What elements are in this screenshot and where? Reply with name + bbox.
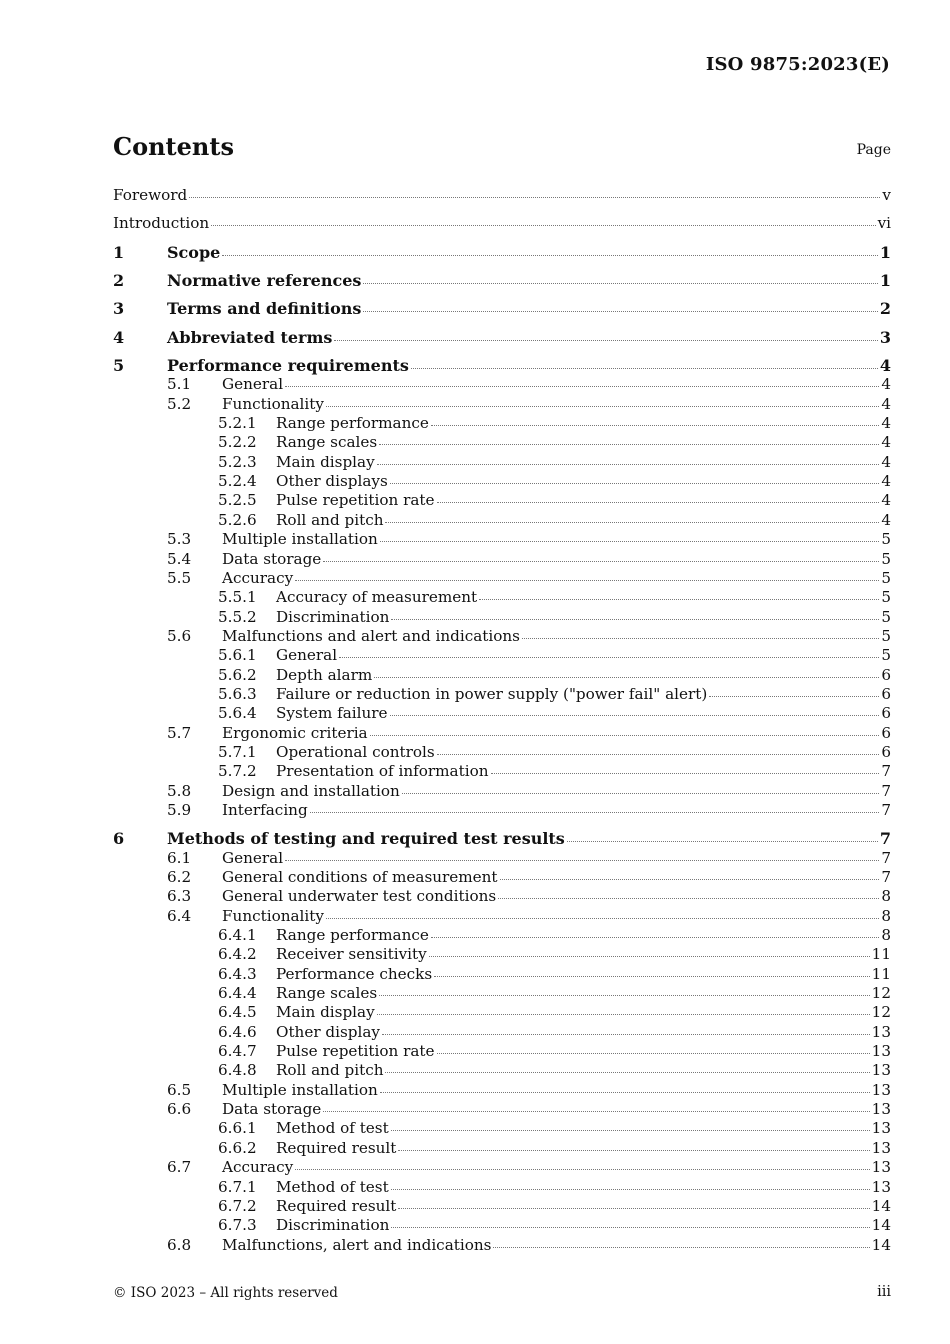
toc-entry-number: 5.5.1 <box>218 588 257 607</box>
toc-entry-title: Malfunctions and alert and indications <box>222 626 520 645</box>
toc-entry-title: Method of test <box>276 1177 389 1196</box>
dot-leader <box>334 340 877 341</box>
toc-entry[interactable] <box>113 868 891 887</box>
dot-leader <box>431 425 879 426</box>
toc-entry-title: Performance checks <box>276 964 433 983</box>
document-id: ISO 9875:2023(E) <box>705 54 890 75</box>
toc-entry-title: Pulse repetition rate <box>276 1042 435 1061</box>
toc-entry-title: Functionality <box>222 906 324 925</box>
toc-entry[interactable] <box>113 328 891 347</box>
toc-entry-page: 13 <box>871 1061 891 1080</box>
dot-leader <box>522 638 879 639</box>
toc-entry-number: 5.7.1 <box>218 742 257 761</box>
toc-entry[interactable] <box>113 1236 891 1255</box>
dot-leader <box>382 1034 870 1035</box>
toc-entry[interactable] <box>113 1216 891 1235</box>
toc-entry-page: 5 <box>881 568 891 587</box>
toc-entry-page: 4 <box>881 414 891 433</box>
toc-entry-number: 5.2.2 <box>218 433 257 452</box>
toc-entry-page: 14 <box>871 1235 891 1254</box>
toc-entry-title: Other displays <box>276 472 388 491</box>
toc-entry[interactable] <box>113 1100 891 1119</box>
toc-entry-number: 5.8 <box>167 781 192 800</box>
toc-entry[interactable] <box>113 1042 891 1061</box>
toc-entry-page: 11 <box>871 964 891 983</box>
toc-entry-number: 5.9 <box>167 800 192 819</box>
toc-entry-title: Methods of testing and required test results <box>167 829 565 849</box>
toc-entry[interactable] <box>113 511 891 530</box>
dot-leader <box>390 483 880 484</box>
toc-entry[interactable] <box>113 801 891 820</box>
toc-entry-number: 5.6.1 <box>218 646 257 665</box>
toc-entry-number: 6.7.2 <box>218 1196 257 1215</box>
toc-entry[interactable] <box>113 945 891 964</box>
toc-entry-page: 13 <box>871 1119 891 1138</box>
toc-entry-number: 6.6 <box>167 1100 192 1119</box>
toc-entry-page: 4 <box>881 491 891 510</box>
toc-entry-number: 6.4.2 <box>218 945 257 964</box>
dot-leader <box>374 677 879 678</box>
dot-leader <box>363 311 877 312</box>
toc-entry-title: Multiple installation <box>222 1080 378 1099</box>
toc-entry[interactable] <box>113 356 891 375</box>
toc-entry-title: Discrimination <box>276 607 390 626</box>
dot-leader <box>211 225 875 226</box>
toc-entry-page: 11 <box>871 945 891 964</box>
toc-entry[interactable] <box>113 849 891 868</box>
toc-entry-number: 5.3 <box>167 530 192 549</box>
toc-entry[interactable] <box>113 491 891 510</box>
toc-entry-page: 5 <box>881 530 891 549</box>
toc-entry-number: 6.4.8 <box>218 1061 257 1080</box>
toc-entry-title: Accuracy <box>222 568 294 587</box>
toc-entry-number: 5.6.4 <box>218 704 257 723</box>
toc-entry-page: 4 <box>881 510 891 529</box>
toc-entry-page: 6 <box>881 684 891 703</box>
toc-entry-title: Main display <box>276 1003 375 1022</box>
toc-entry-page: 12 <box>871 984 891 1003</box>
dot-leader <box>390 715 880 716</box>
toc-entry-page: 13 <box>871 1022 891 1041</box>
toc-entry-title: Abbreviated terms <box>167 327 333 347</box>
toc-entry-page: 13 <box>871 1158 891 1177</box>
toc-entry[interactable] <box>113 685 891 704</box>
toc-entry-number: 5.7.2 <box>218 762 257 781</box>
dot-leader <box>285 386 879 387</box>
toc-entry-page: 8 <box>881 906 891 925</box>
toc-entry-number: 5.6.3 <box>218 684 257 703</box>
dot-leader <box>377 464 880 465</box>
dot-leader <box>363 283 877 284</box>
toc-entry-title: Pulse repetition rate <box>276 491 435 510</box>
toc-entry-title: Accuracy <box>222 1158 294 1177</box>
toc-entry-title: Data storage <box>222 549 322 568</box>
toc-entry[interactable] <box>113 1119 891 1138</box>
toc-entry[interactable] <box>113 627 891 646</box>
dot-leader <box>567 841 878 842</box>
dot-leader <box>370 735 880 736</box>
toc-entry-number: 5 <box>113 356 125 376</box>
dot-leader <box>379 444 879 445</box>
toc-entry-page: 13 <box>871 1138 891 1157</box>
toc-entry-title: Range scales <box>276 433 378 452</box>
toc-entry-number: 1 <box>113 242 125 262</box>
toc-entry-page: vi <box>877 214 891 233</box>
toc-entry[interactable] <box>113 550 891 569</box>
toc-entry-page: 4 <box>879 356 891 376</box>
toc-entry-page: 13 <box>871 1080 891 1099</box>
toc-entry-page: 14 <box>871 1196 891 1215</box>
toc-entry-page: 7 <box>881 781 891 800</box>
toc-entry-title: General underwater test conditions <box>222 887 497 906</box>
toc-entry[interactable] <box>113 762 891 781</box>
toc-entry-title: Roll and pitch <box>276 510 384 529</box>
toc-entry-title: Other display <box>276 1022 380 1041</box>
dot-leader <box>339 657 879 658</box>
toc-entry-title: Receiver sensitivity <box>276 945 427 964</box>
toc-entry[interactable] <box>113 472 891 491</box>
toc-entry[interactable] <box>113 453 891 472</box>
dot-leader <box>189 197 880 198</box>
toc-entry-number: 6 <box>113 829 125 849</box>
dot-leader <box>709 696 879 697</box>
toc-entry[interactable] <box>113 569 891 588</box>
dot-leader <box>310 812 880 813</box>
toc-entry-page: 1 <box>879 242 891 262</box>
dot-leader <box>391 1189 870 1190</box>
toc-entry[interactable] <box>113 608 891 627</box>
dot-leader <box>437 754 880 755</box>
toc-entry-number: 2 <box>113 271 125 291</box>
dot-leader <box>222 255 878 256</box>
toc-entry-title: Design and installation <box>222 781 400 800</box>
toc-entry[interactable] <box>113 666 891 685</box>
toc-entry-title: Required result <box>276 1196 397 1215</box>
toc-entry[interactable] <box>113 829 891 848</box>
dot-leader <box>380 1092 870 1093</box>
dot-leader <box>398 1208 869 1209</box>
toc-entry-title: General <box>276 646 338 665</box>
toc-entry[interactable] <box>113 375 891 394</box>
toc-entry-page: 7 <box>881 762 891 781</box>
toc-entry[interactable] <box>113 299 891 318</box>
dot-leader <box>385 1072 869 1073</box>
toc-entry-page: 5 <box>881 588 891 607</box>
toc-entry-title: Failure or reduction in power supply ("power fail" alert) <box>276 684 708 703</box>
dot-leader <box>380 541 880 542</box>
toc-entry-number: 6.4.4 <box>218 984 257 1003</box>
toc-entry-page: 14 <box>871 1216 891 1235</box>
toc-entry-title: General conditions of measurement <box>222 868 498 886</box>
toc-entry-number: 5.2.4 <box>218 472 257 491</box>
dot-leader <box>377 1014 870 1015</box>
toc-entry-title: Roll and pitch <box>276 1061 384 1080</box>
toc-entry[interactable] <box>113 214 891 233</box>
toc-entry[interactable] <box>113 271 891 290</box>
toc-entry-page: 13 <box>871 1177 891 1196</box>
toc-entry-number: 5.6 <box>167 626 192 645</box>
toc-entry-title: Discrimination <box>276 1216 390 1235</box>
dot-leader <box>411 368 878 369</box>
toc-entry-page: 7 <box>881 868 891 886</box>
toc-entry-number: 6.4.1 <box>218 926 257 945</box>
dot-leader <box>429 956 870 957</box>
toc-entry-page: 13 <box>871 1042 891 1061</box>
toc-entry[interactable] <box>113 1158 891 1177</box>
toc-entry-title: Accuracy of measurement <box>276 588 478 607</box>
toc-entry-page: 6 <box>881 742 891 761</box>
toc-entry-number: 5.5 <box>167 568 192 587</box>
toc-entry-number: 6.4.6 <box>218 1022 257 1041</box>
toc-entry-page: 4 <box>881 452 891 471</box>
toc-entry-title: Data storage <box>222 1100 322 1119</box>
toc-entry-title: Ergonomic criteria <box>222 723 368 742</box>
dot-leader <box>434 976 870 977</box>
toc-entry-number: 6.4 <box>167 906 192 925</box>
page-column-label: Page <box>856 142 891 158</box>
toc-entry-page: 6 <box>881 665 891 684</box>
toc-entry-title: System failure <box>276 704 388 723</box>
toc-entry-page: 12 <box>871 1003 891 1022</box>
footer-copyright: © ISO 2023 – All rights reserved <box>113 1285 338 1301</box>
dot-leader <box>391 619 879 620</box>
dot-leader <box>385 522 879 523</box>
toc-entry[interactable] <box>113 186 891 205</box>
toc-entry-number: 6.7.1 <box>218 1177 257 1196</box>
toc-entry-title: Method of test <box>276 1119 389 1138</box>
toc-entry-title: Multiple installation <box>222 530 378 549</box>
toc-entry-title: Functionality <box>222 394 324 413</box>
toc-entry-number: 5.2.6 <box>218 510 257 529</box>
toc-entry-page: 2 <box>879 299 891 319</box>
toc-entry[interactable] <box>113 1081 891 1100</box>
dot-leader <box>437 502 880 503</box>
dot-leader <box>493 1247 869 1248</box>
toc-entry-page: 4 <box>881 394 891 413</box>
toc-entry-title: Performance requirements <box>167 356 409 376</box>
toc-entry-page: 4 <box>881 433 891 452</box>
toc-entry[interactable] <box>113 782 891 801</box>
toc-entry-number: 6.5 <box>167 1080 192 1099</box>
contents-title: Contents <box>113 132 234 161</box>
toc-entry-number: 5.2.1 <box>218 414 257 433</box>
toc-entry-page: 4 <box>881 375 891 394</box>
toc-entry[interactable] <box>113 887 891 906</box>
toc-entry-page: 13 <box>871 1100 891 1119</box>
toc-entry[interactable] <box>113 433 891 452</box>
toc-entry[interactable] <box>113 588 891 607</box>
toc-entry-title: Foreword <box>113 186 188 204</box>
toc-entry[interactable] <box>113 1197 891 1216</box>
toc-entry[interactable] <box>113 1023 891 1042</box>
toc-entry-number: 6.3 <box>167 887 192 906</box>
toc-entry-page: 6 <box>881 723 891 742</box>
dot-leader <box>285 860 879 861</box>
toc-entry-page: 7 <box>881 848 891 867</box>
toc-entry-number: 6.8 <box>167 1235 192 1254</box>
toc-entry-title: Malfunctions, alert and indications <box>222 1235 492 1254</box>
toc-entry[interactable] <box>113 1003 891 1022</box>
toc-entry[interactable] <box>113 743 891 762</box>
toc-entry[interactable] <box>113 395 891 414</box>
toc-entry-page: 7 <box>879 829 891 849</box>
toc-entry-number: 6.2 <box>167 868 192 886</box>
toc-entry-number: 6.4.5 <box>218 1003 257 1022</box>
dot-leader <box>437 1053 870 1054</box>
dot-leader <box>479 599 879 600</box>
toc-entry[interactable] <box>113 1139 891 1158</box>
toc-entry[interactable] <box>113 926 891 945</box>
toc-entry-title: Main display <box>276 452 375 471</box>
dot-leader <box>295 580 879 581</box>
toc-entry-page: 8 <box>881 926 891 945</box>
toc-entry-number: 5.1 <box>167 375 192 394</box>
toc-entry-number: 6.7 <box>167 1158 192 1177</box>
toc-entry-page: 4 <box>881 472 891 491</box>
toc-entry-page: 5 <box>881 607 891 626</box>
toc-entry-number: 6.4.3 <box>218 964 257 983</box>
toc-entry-number: 6.4.7 <box>218 1042 257 1061</box>
toc-entry-number: 6.1 <box>167 848 192 867</box>
toc-entry-number: 6.7.3 <box>218 1216 257 1235</box>
dot-leader <box>391 1227 869 1228</box>
footer-page-number: iii <box>877 1284 891 1300</box>
toc-entry-number: 5.2.5 <box>218 491 257 510</box>
dot-leader <box>498 898 879 899</box>
toc-entry-number: 5.7 <box>167 723 192 742</box>
toc-entry-title: Introduction <box>113 214 210 233</box>
toc-entry-number: 5.2.3 <box>218 452 257 471</box>
toc-entry-page: 1 <box>879 271 891 291</box>
toc-entry[interactable] <box>113 646 891 665</box>
toc-entry[interactable] <box>113 1178 891 1197</box>
toc-entry-number: 5.6.2 <box>218 665 257 684</box>
toc-entry-title: Depth alarm <box>276 665 373 684</box>
toc-entry-title: Interfacing <box>222 800 308 819</box>
toc-entry-number: 5.4 <box>167 549 192 568</box>
toc-entry[interactable] <box>113 414 891 433</box>
toc-entry[interactable] <box>113 530 891 549</box>
toc-entry-page: 3 <box>879 327 891 347</box>
toc-entry-page: 6 <box>881 704 891 723</box>
toc-entry[interactable] <box>113 724 891 743</box>
dot-leader <box>431 937 879 938</box>
toc-entry-title: Range performance <box>276 414 429 433</box>
toc-entry[interactable] <box>113 243 891 262</box>
toc-entry-page: 8 <box>881 887 891 906</box>
toc-entry-title: Required result <box>276 1138 397 1157</box>
dot-leader <box>398 1150 869 1151</box>
toc-entry-number: 5.2 <box>167 394 192 413</box>
toc-entry-page: v <box>882 186 891 204</box>
dot-leader <box>379 995 870 996</box>
toc-entry-number: 3 <box>113 299 125 319</box>
toc-entry-number: 6.6.1 <box>218 1119 257 1138</box>
toc-entry-number: 4 <box>113 327 125 347</box>
toc-entry-page: 5 <box>881 626 891 645</box>
toc-entry-title: Normative references <box>167 271 362 291</box>
dot-leader <box>391 1130 870 1131</box>
toc-entry-title: Terms and definitions <box>167 299 362 319</box>
toc-entry-number: 5.5.2 <box>218 607 257 626</box>
toc-entry-title: General <box>222 375 284 394</box>
dot-leader <box>491 773 880 774</box>
toc-entry-title: General <box>222 848 284 867</box>
toc-entry[interactable] <box>113 965 891 984</box>
toc-entry-number: 6.6.2 <box>218 1138 257 1157</box>
toc-entry-title: Range performance <box>276 926 429 945</box>
dot-leader <box>326 918 879 919</box>
dot-leader <box>295 1169 870 1170</box>
table-of-contents <box>113 186 891 1255</box>
toc-entry[interactable] <box>113 984 891 1003</box>
toc-entry-title: Scope <box>167 242 221 262</box>
toc-entry-page: 5 <box>881 646 891 665</box>
toc-entry-page: 7 <box>881 800 891 819</box>
toc-entry-title: Operational controls <box>276 742 435 761</box>
dot-leader <box>323 1111 869 1112</box>
toc-entry-title: Range scales <box>276 984 378 1003</box>
toc-entry[interactable] <box>113 1061 891 1080</box>
toc-entry[interactable] <box>113 907 891 926</box>
dot-leader <box>402 793 880 794</box>
toc-entry-title: Presentation of information <box>276 762 489 781</box>
dot-leader <box>326 406 879 407</box>
dot-leader <box>500 879 880 880</box>
dot-leader <box>323 561 879 562</box>
toc-entry[interactable] <box>113 704 891 723</box>
toc-entry-page: 5 <box>881 549 891 568</box>
